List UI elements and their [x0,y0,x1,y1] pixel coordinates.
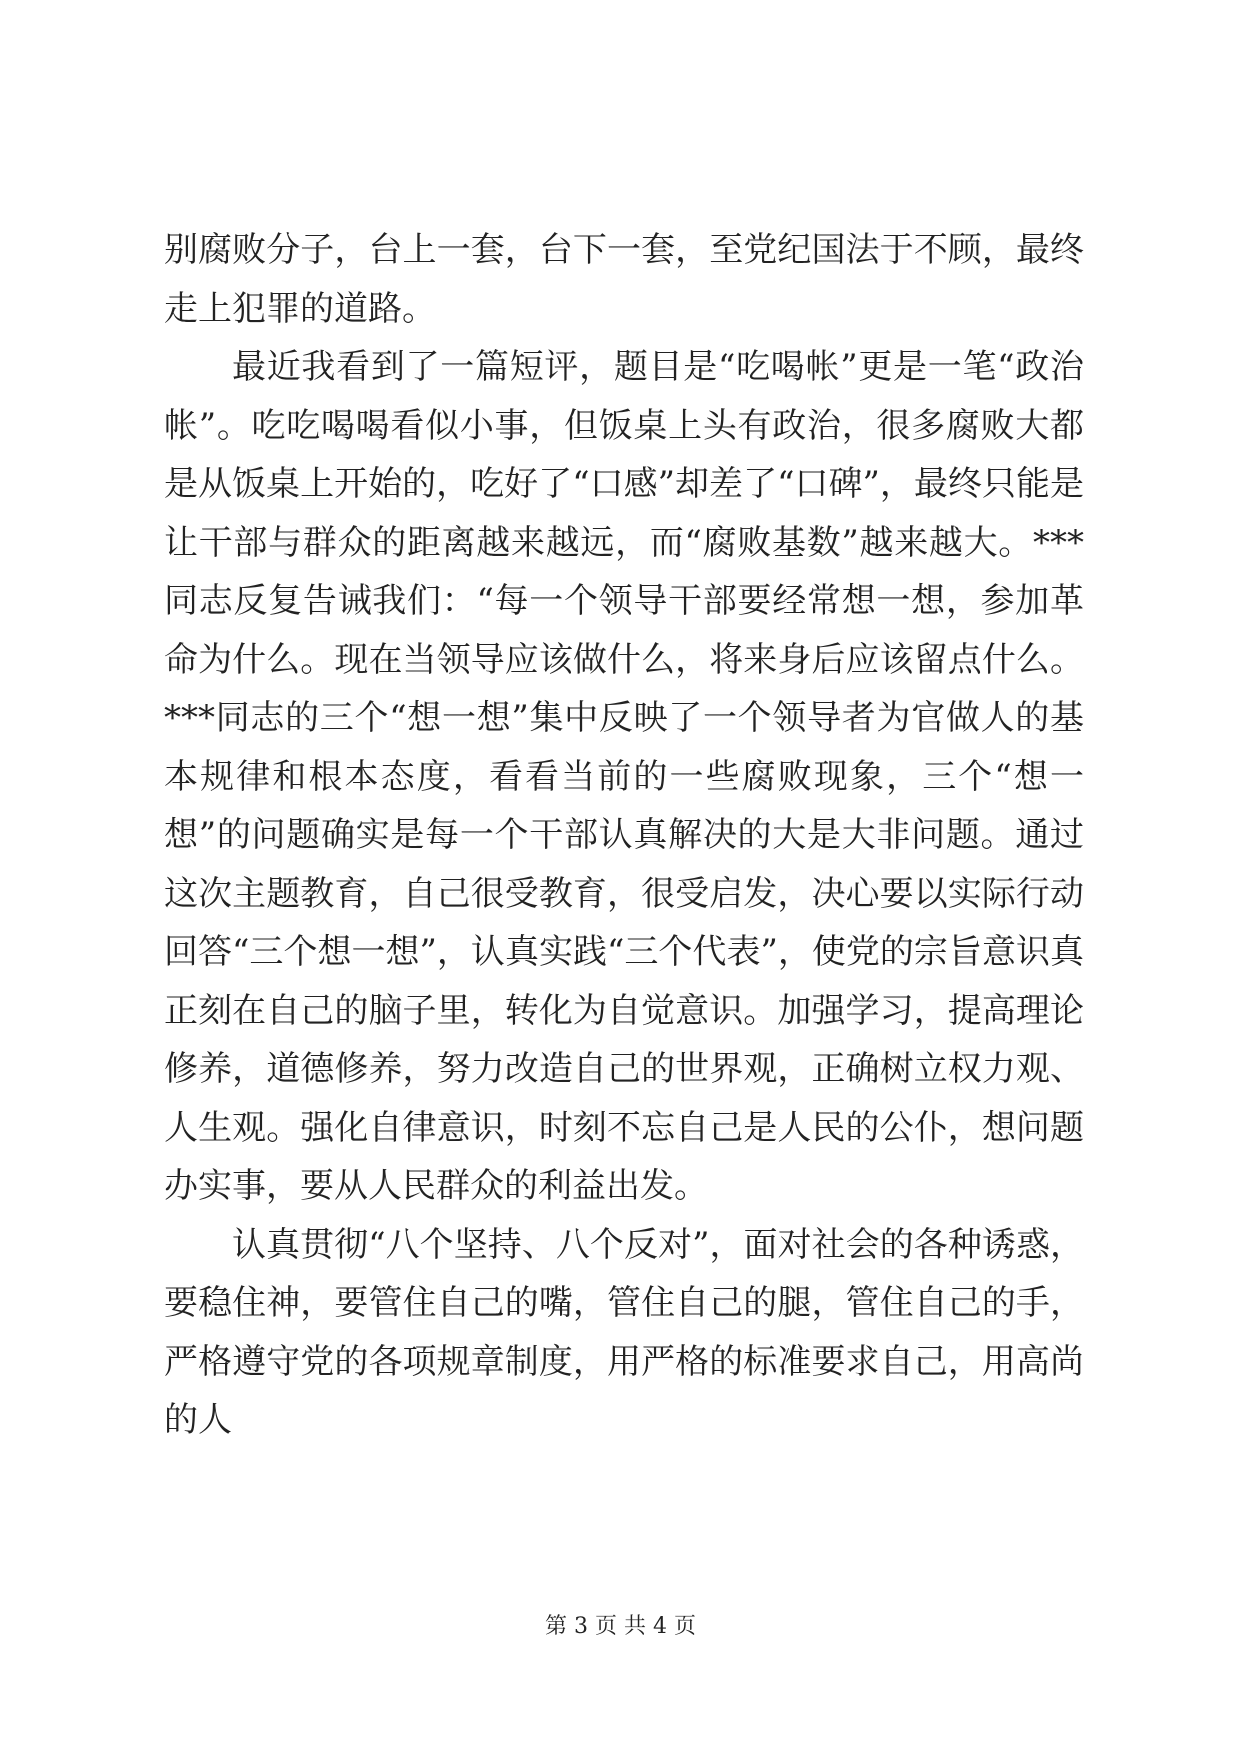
paragraph-continuation: 别腐败分子，台上一套，台下一套，至党纪国法于不顾，最终走上犯罪的道路。 [164,230,1084,329]
page-footer: 第 3 页 共 4 页 [545,1614,696,1639]
paragraph-eight-persistences: 认真贯彻“八个坚持、八个反对”，面对社会的各种诱惑，要稳住神，要管住自己的嘴，管住自己的腿，管住自己的手，严格遵守党的各项规章制度，用严格的标准要求自己，用高尚的人 [164,1224,1084,1440]
paragraph-short-review: 最近我看到了一篇短评，题目是“吃喝帐”更是一笔“政治帐”。吃吃喝喝看似小事，但饭桌上头有政治，很多腐败大都是从饭桌上开始的，吃好了“口感”却差了“口碑”，最终只能是让干部与群众的距离越来越远，而“腐败基数”越来越大。***同志反复告诫我们：“每一个领导干部要经常想一想，参加革命为什么。现在当领导应该做什么，将来身后应该留点什么。***同志的三个“想一想”集中反映了一个领导者为官做人的基本规律和根本态度，看看当前的一些腐败现象，三个“想一想”的问题确实是每一个干部认真解决的大是大非问题。通过这次主题教育，自己很受教育，很受启发，决心要以实际行动回答“三个想一想”，认真实践“三个代表”，使党的宗旨意识真正刻在自己的脑子里，转化为自觉意识。加强学习，提高理论修养，道德修养，努力改造自己的世界观，正确树立权力观、人生观。强化自律意识，时刻不忘自己是人民的公仆，想问题办实事，要从人民群众的利益出发。 [164,347,1084,1206]
document-body [164,221,1084,1450]
